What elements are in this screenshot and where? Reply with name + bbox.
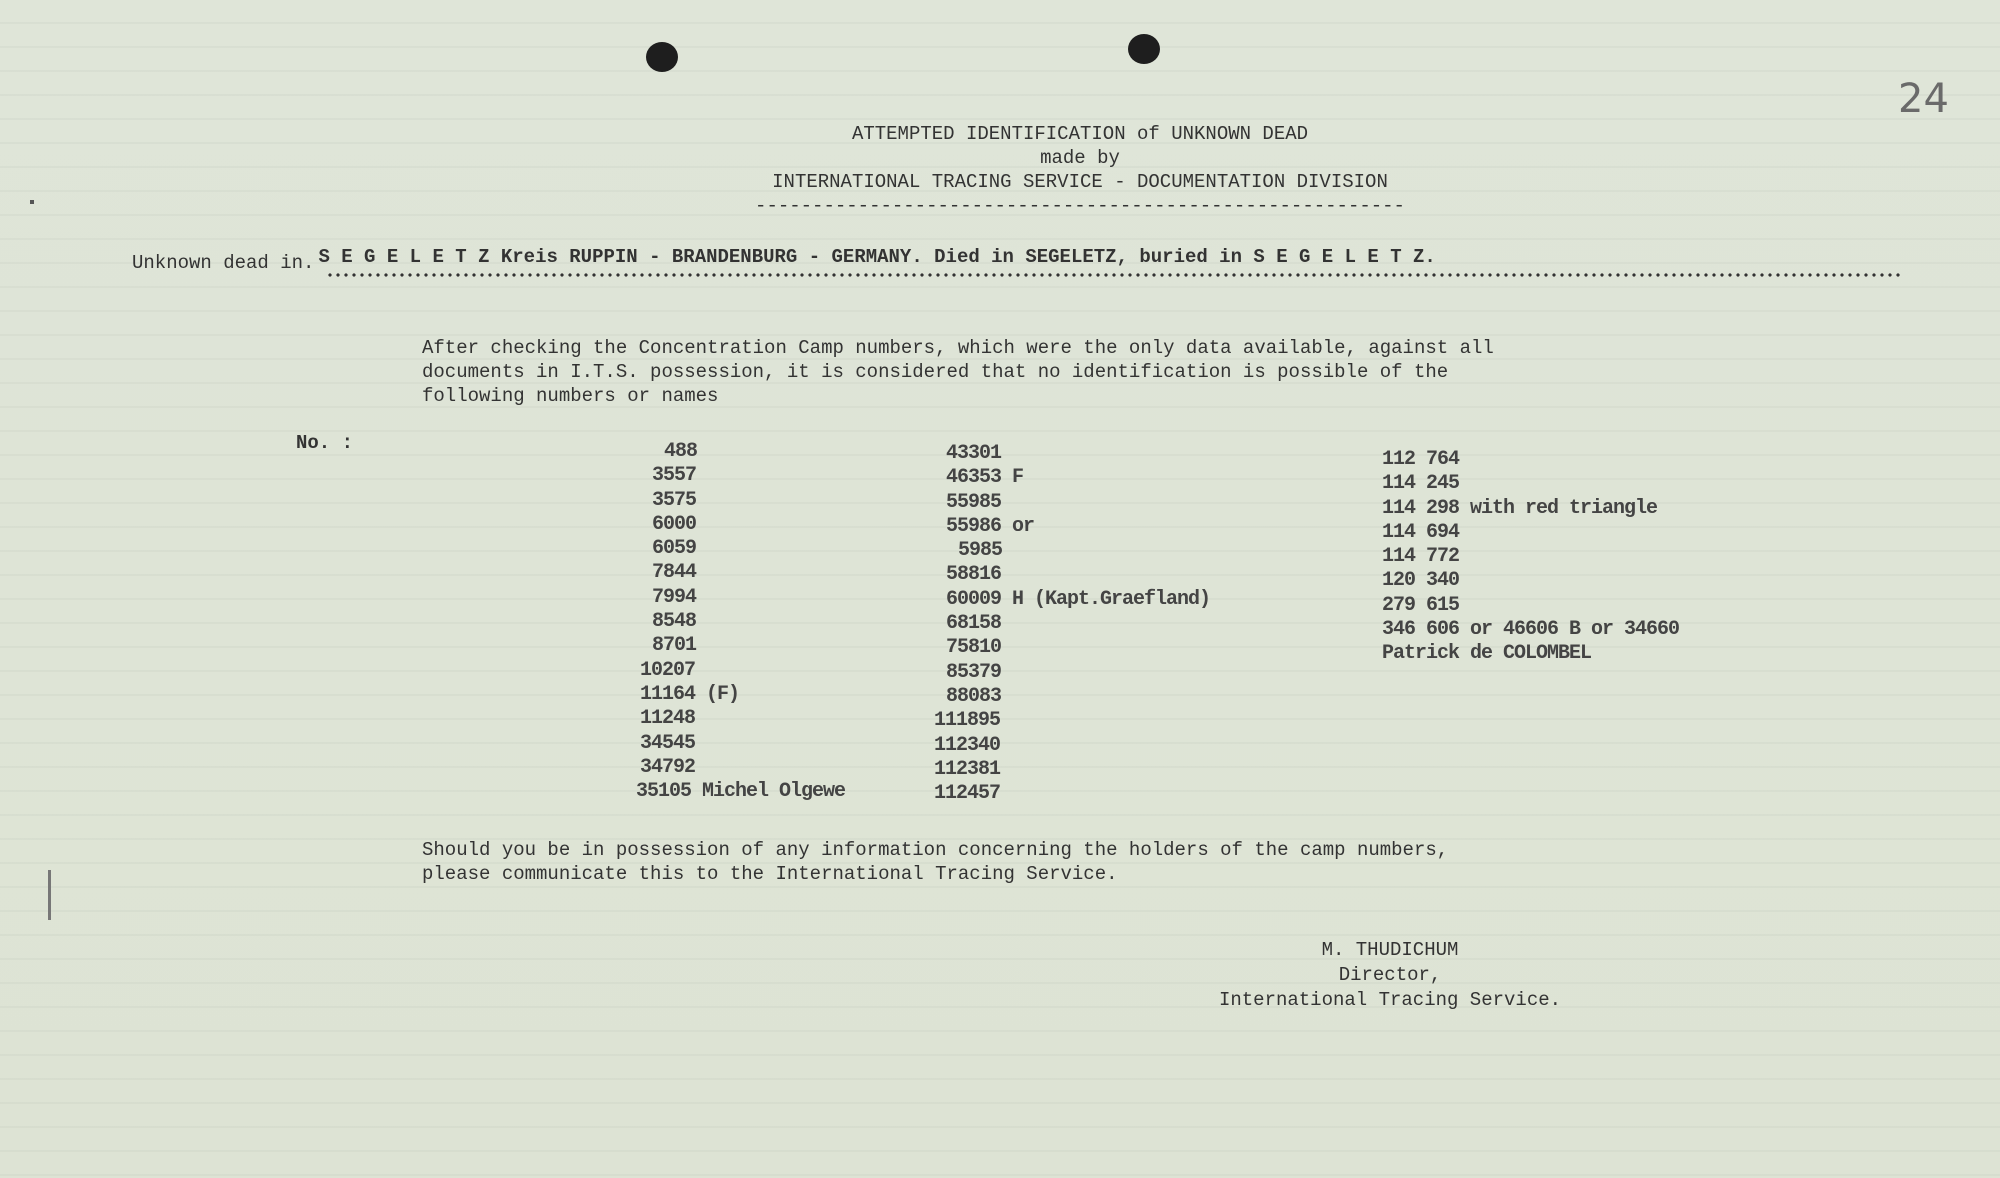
camp-number: 11164 (F) [640, 682, 740, 706]
closing-line: please communicate this to the International Tracing Service. [422, 863, 1118, 885]
closing-paragraph [422, 838, 1662, 886]
numbers-column-2 [930, 442, 1350, 806]
camp-number: 55985 [946, 490, 1002, 514]
signatory-name: M. THUDICHUM [1321, 939, 1459, 961]
camp-number: 6000 [652, 512, 697, 536]
header-made-by: made by [1040, 147, 1120, 169]
camp-number: 5985 [958, 539, 1003, 563]
intro-line: After checking the Concentration Camp numbers, which were the only data available, against all [422, 337, 1494, 359]
camp-number: 120 340 [1382, 569, 1460, 593]
camp-number: 68158 [946, 612, 1002, 636]
camp-number: 3557 [652, 464, 697, 488]
document-header [700, 122, 1460, 218]
signatory-title: Director, [1338, 964, 1442, 986]
header-title: ATTEMPTED IDENTIFICATION of UNKNOWN DEAD [851, 123, 1309, 145]
page-number: 24 [1898, 76, 1949, 122]
intro-line: documents in I.T.S. possession, it is considered that no identification is possible of the [422, 361, 1449, 383]
camp-number: 488 [664, 440, 698, 463]
closing-line: Should you be in possession of any information concerning the holders of the camp numbers, [422, 839, 1449, 861]
dotted-leader [326, 272, 1904, 278]
camp-number: 111895 [934, 709, 1001, 733]
camp-number: 8548 [652, 610, 697, 634]
header-rule: --------------------------------------------------------- [755, 195, 1405, 217]
camp-number: 46353 F [946, 466, 1024, 490]
intro-line: following numbers or names [422, 385, 719, 407]
camp-number: 7844 [652, 561, 697, 585]
camp-number: 88083 [946, 684, 1002, 708]
punch-hole-left [646, 42, 678, 72]
unknown-dead-location: S E G E L E T Z Kreis RUPPIN - BRANDENBURG - GERMANY. Died in SEGELETZ, buried in S E G E L E T Z. [318, 246, 1436, 268]
numbers-column-3 [1382, 448, 1822, 667]
camp-number: 346 606 or 46606 B or 34660 [1382, 618, 1680, 642]
camp-number: 35105 Michel Olgewe [636, 780, 846, 804]
camp-number: 114 298 with red triangle [1382, 496, 1658, 520]
camp-number: 7994 [652, 585, 697, 609]
camp-number: 6059 [652, 537, 697, 561]
camp-number: 3575 [652, 488, 697, 512]
camp-number: 112340 [934, 733, 1001, 757]
camp-number: 34545 [640, 731, 696, 755]
header-organization: INTERNATIONAL TRACING SERVICE - DOCUMENTATION DIVISION [772, 171, 1388, 193]
camp-number: 58816 [946, 563, 1002, 587]
unknown-dead-line [132, 246, 1902, 274]
camp-name: Patrick de COLOMBEL [1382, 642, 1592, 666]
camp-number: 85379 [946, 660, 1002, 684]
punch-hole-right [1128, 34, 1160, 64]
camp-number: 114 694 [1382, 520, 1460, 544]
camp-number: 279 615 [1382, 593, 1460, 617]
unknown-dead-label: Unknown dead in. [132, 252, 315, 274]
edge-mark [30, 200, 34, 204]
numbers-label: No. : [296, 432, 354, 454]
camp-number: 114 772 [1382, 545, 1460, 569]
camp-number: 11248 [640, 707, 696, 731]
camp-number: 43301 [946, 442, 1002, 465]
edge-mark [48, 870, 51, 920]
camp-number: 55986 or [946, 514, 1035, 538]
camp-number: 112381 [934, 757, 1001, 781]
camp-number: 10207 [640, 658, 696, 682]
camp-number: 112 764 [1382, 448, 1460, 471]
signature-block [1170, 938, 1610, 1013]
camp-number: 75810 [946, 636, 1002, 660]
numbers-column-1 [636, 440, 936, 804]
signatory-organization: International Tracing Service. [1218, 989, 1562, 1011]
camp-number: 112457 [934, 782, 1001, 806]
camp-number: 114 245 [1382, 472, 1460, 496]
camp-number: 60009 H (Kapt.Graefland) [946, 587, 1211, 611]
camp-number: 34792 [640, 755, 696, 779]
intro-paragraph [422, 336, 1662, 408]
camp-number: 8701 [652, 634, 697, 658]
